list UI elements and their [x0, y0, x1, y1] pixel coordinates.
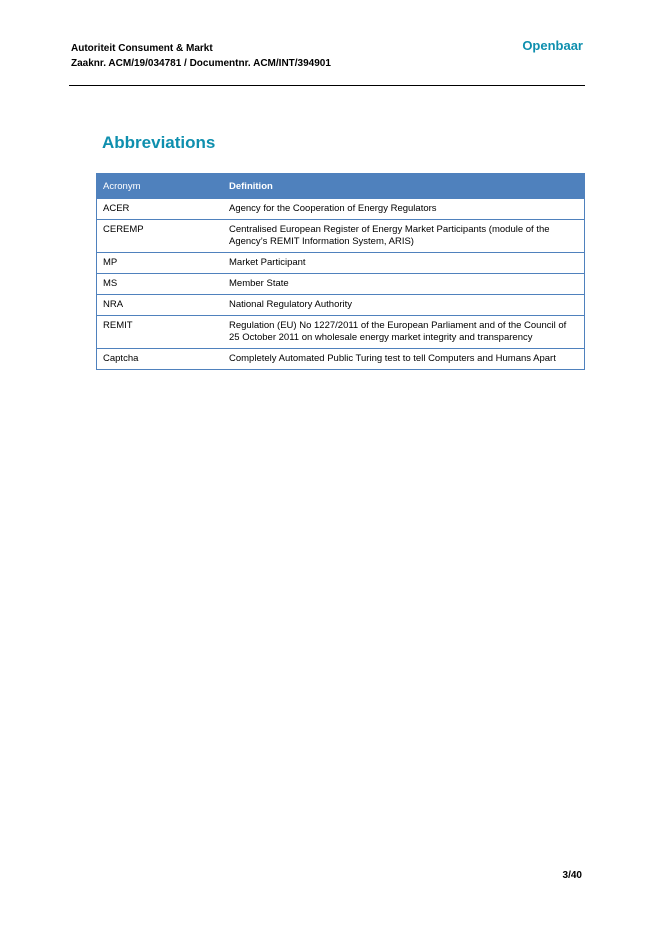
acronym-cell: NRA — [97, 295, 224, 316]
definition-cell: Regulation (EU) No 1227/2011 of the European Parliament and of the Council of 25 October 2011 on wholesale energy market integrity and transparency — [223, 316, 585, 349]
column-header-definition: Definition — [223, 174, 585, 199]
definition-cell: Agency for the Cooperation of Energy Regulators — [223, 199, 585, 220]
definition-cell: Member State — [223, 274, 585, 295]
header-divider — [69, 85, 585, 86]
table-row — [97, 220, 585, 253]
table-row — [97, 274, 585, 295]
page-number: 3/40 — [562, 870, 582, 881]
acronym-cell: MS — [97, 274, 224, 295]
acronym-cell: REMIT — [97, 316, 224, 349]
table-row — [97, 199, 585, 220]
document-header — [71, 41, 331, 71]
section-title: Abbreviations — [102, 133, 216, 152]
table-row — [97, 253, 585, 274]
case-reference: Zaaknr. ACM/19/034781 / Documentnr. ACM/INT/394901 — [71, 58, 331, 69]
table-header-row — [97, 174, 585, 199]
table-row — [97, 349, 585, 370]
abbreviations-table — [96, 173, 585, 370]
definition-cell: Centralised European Register of Energy Market Participants (module of the Agency’s REMIT Information System, ARIS) — [223, 220, 585, 253]
acronym-cell: CEREMP — [97, 220, 224, 253]
table-row — [97, 295, 585, 316]
acronym-cell: ACER — [97, 199, 224, 220]
definition-cell: National Regulatory Authority — [223, 295, 585, 316]
classification-label: Openbaar — [522, 38, 583, 53]
definition-cell: Completely Automated Public Turing test to tell Computers and Humans Apart — [223, 349, 585, 370]
definition-cell: Market Participant — [223, 253, 585, 274]
acronym-cell: Captcha — [97, 349, 224, 370]
table-row — [97, 316, 585, 349]
acronym-cell: MP — [97, 253, 224, 274]
column-header-acronym: Acronym — [97, 174, 224, 199]
organization-name: Autoriteit Consument & Markt — [71, 43, 213, 54]
